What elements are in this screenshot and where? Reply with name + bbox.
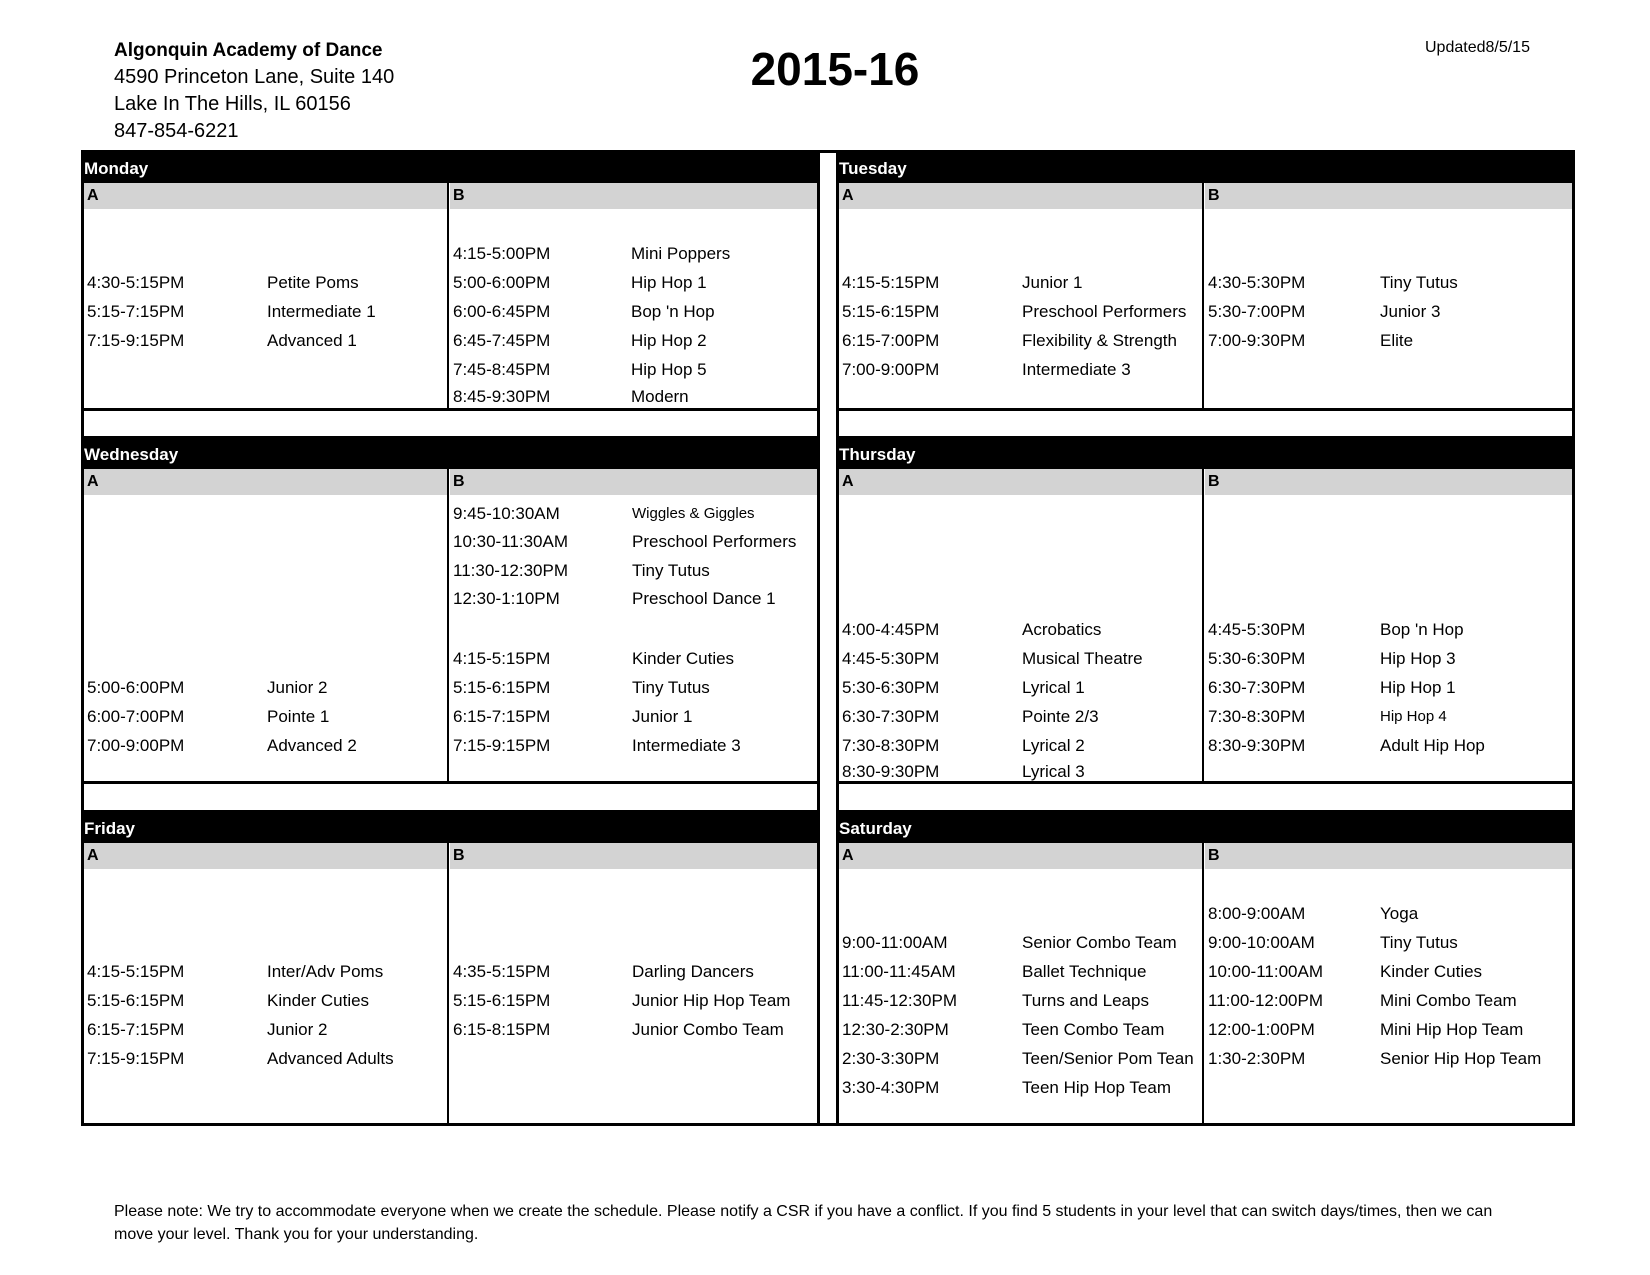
class-name: Junior 2 (267, 1020, 328, 1039)
class-time: 8:30-9:30PM (1208, 736, 1306, 755)
class-name: Lyrical 2 (1022, 736, 1085, 755)
class-time: 11:00-12:00PM (1208, 991, 1323, 1010)
class-name: Mini Combo Team (1380, 991, 1517, 1010)
class-time: 4:15-5:15PM (842, 273, 940, 292)
class-name: Pointe 1 (267, 707, 330, 726)
class-name: Advanced 2 (267, 736, 357, 755)
class-name: Tiny Tutus (632, 678, 710, 697)
class-time: 4:45-5:30PM (842, 649, 940, 668)
class-name: Junior 1 (632, 707, 693, 726)
class-time: 5:15-6:15PM (87, 991, 185, 1010)
class-name: Tiny Tutus (1380, 273, 1458, 292)
class-time: 9:45-10:30AM (453, 504, 560, 523)
class-time: 4:35-5:15PM (453, 962, 551, 981)
class-time: 12:30-2:30PM (842, 1020, 949, 1039)
monday-bottom-border (81, 408, 820, 411)
monday-b-header: B (450, 183, 817, 209)
tuesday-header: Tuesday (836, 150, 1575, 183)
thursday-panel (836, 436, 1575, 786)
schedule-note: Please note: We try to accommodate everyone when we create the schedule. Please notify a CSR if you have a conflict. If you find 5 students in your level that can switch days/times, then we can move your level. Thank you for your understanding. (114, 1203, 1493, 1243)
class-name: Tiny Tutus (1380, 933, 1458, 952)
thursday-bottom-border (836, 781, 1575, 784)
spacer-row (84, 412, 817, 436)
class-name: Kinder Cuties (1380, 962, 1483, 981)
class-time: 5:00-6:00PM (87, 678, 185, 697)
saturday-a-header: A (839, 843, 1202, 869)
address-line-1: 4590 Princeton Lane, Suite 140 (114, 66, 395, 88)
class-time: 4:30-5:30PM (1208, 273, 1306, 292)
class-time: 2:30-3:30PM (842, 1049, 940, 1068)
class-time: 4:00-4:45PM (842, 620, 940, 639)
class-name: Senior Combo Team (1022, 933, 1177, 952)
class-name: Mini Hip Hop Team (1380, 1020, 1524, 1039)
class-time: 4:45-5:30PM (1208, 620, 1306, 639)
class-name: Hip Hop 2 (631, 331, 707, 350)
thursday-column-divider (1202, 469, 1204, 782)
class-name: Adult Hip Hop (1380, 736, 1485, 755)
spacer-row (839, 412, 1572, 436)
wednesday-b-header: B (450, 469, 817, 495)
class-name: Petite Poms (267, 273, 359, 292)
friday-a-header: A (84, 843, 447, 869)
class-name: Flexibility & Strength (1022, 331, 1177, 350)
class-time: 6:15-7:00PM (842, 331, 940, 350)
class-name: Hip Hop 4 (1380, 708, 1447, 725)
center-divider-gap (820, 153, 836, 1123)
class-time: 7:00-9:00PM (87, 736, 185, 755)
tuesday-b-header: B (1205, 183, 1572, 209)
class-name: Intermediate 3 (1022, 360, 1131, 379)
class-time: 9:00-11:00AM (842, 933, 948, 952)
class-name: Teen/Senior Pom Tean (1022, 1049, 1194, 1068)
class-name: Tiny Tutus (632, 561, 710, 580)
class-time: 5:30-7:00PM (1208, 302, 1306, 321)
class-time: 12:30-1:10PM (453, 589, 560, 608)
class-time: 6:00-6:45PM (453, 302, 551, 321)
wednesday-a-header: A (84, 469, 447, 495)
class-time: 5:30-6:30PM (842, 678, 940, 697)
class-name: Ballet Technique (1022, 962, 1147, 981)
class-name: Senior Hip Hop Team (1380, 1049, 1542, 1068)
class-time: 12:00-1:00PM (1208, 1020, 1315, 1039)
class-name: Kinder Cuties (267, 991, 370, 1010)
class-time: 7:30-8:30PM (842, 736, 940, 755)
class-time: 7:15-9:15PM (87, 1049, 185, 1068)
class-time: 4:30-5:15PM (87, 273, 185, 292)
class-time: 10:00-11:00AM (1208, 962, 1323, 981)
class-name: Pointe 2/3 (1022, 707, 1099, 726)
address-line-2: Lake In The Hills, IL 60156 (114, 93, 351, 115)
friday-header: Friday (81, 810, 820, 843)
class-name: Lyrical 3 (1022, 762, 1085, 781)
saturday-column-divider (1202, 843, 1204, 1123)
wednesday-bottom-border (81, 781, 820, 784)
class-time: 10:30-11:30AM (453, 532, 568, 551)
class-name: Hip Hop 1 (631, 273, 707, 292)
class-name: Junior 3 (1380, 302, 1441, 321)
class-name: Hip Hop 3 (1380, 649, 1456, 668)
friday-column-divider (447, 843, 449, 1123)
tuesday-a-header: A (839, 183, 1202, 209)
class-name: Intermediate 1 (267, 302, 376, 321)
class-time: 7:30-8:30PM (1208, 707, 1306, 726)
class-name: Darling Dancers (632, 962, 754, 981)
class-time: 4:15-5:15PM (453, 649, 551, 668)
monday-column-divider (447, 183, 449, 409)
tuesday-column-divider (1202, 183, 1204, 409)
class-time: 3:30-4:30PM (842, 1078, 940, 1097)
class-name: Intermediate 3 (632, 736, 741, 755)
class-time: 7:45-8:45PM (453, 360, 551, 379)
class-time: 9:00-10:00AM (1208, 933, 1315, 952)
class-name: Teen Hip Hop Team (1022, 1078, 1171, 1097)
school-name: Algonquin Academy of Dance (114, 40, 383, 61)
thursday-b-header: B (1205, 469, 1572, 495)
class-time: 8:00-9:00AM (1208, 904, 1306, 923)
class-name: Modern (631, 387, 689, 406)
class-name: Junior 1 (1022, 273, 1083, 292)
thursday-a-header: A (839, 469, 1202, 495)
class-name: Advanced 1 (267, 331, 357, 350)
phone-number: 847-854-6221 (114, 120, 239, 142)
class-time: 6:15-8:15PM (453, 1020, 551, 1039)
friday-panel (81, 810, 820, 1126)
class-name: Mini Poppers (631, 244, 731, 263)
class-name: Acrobatics (1022, 620, 1102, 639)
class-name: Preschool Dance 1 (632, 589, 776, 608)
saturday-b-header: B (1205, 843, 1572, 869)
class-name: Junior Combo Team (632, 1020, 784, 1039)
saturday-header: Saturday (836, 810, 1575, 843)
class-time: 11:30-12:30PM (453, 561, 568, 580)
class-time: 6:15-7:15PM (453, 707, 551, 726)
class-time: 6:30-7:30PM (1208, 678, 1306, 697)
wednesday-header: Wednesday (81, 436, 820, 469)
class-name: Teen Combo Team (1022, 1020, 1165, 1039)
class-time: 8:45-9:30PM (453, 387, 551, 406)
wednesday-column-divider (447, 469, 449, 782)
saturday-panel (836, 810, 1575, 1126)
class-name: Kinder Cuties (632, 649, 735, 668)
class-time: 7:00-9:30PM (1208, 331, 1306, 350)
class-time: 4:15-5:15PM (87, 962, 185, 981)
class-name: Advanced Adults (267, 1049, 394, 1068)
class-name: Preschool Performers (1022, 302, 1187, 321)
class-time: 5:00-6:00PM (453, 273, 551, 292)
class-name: Elite (1380, 331, 1414, 350)
class-time: 11:00-11:45AM (842, 962, 956, 981)
class-time: 7:00-9:00PM (842, 360, 940, 379)
class-time: 8:30-9:30PM (842, 762, 940, 781)
class-time: 6:45-7:45PM (453, 331, 551, 350)
spacer-row (84, 786, 817, 810)
class-time: 5:15-6:15PM (453, 678, 551, 697)
class-name: Lyrical 1 (1022, 678, 1085, 697)
class-name: Hip Hop 1 (1380, 678, 1456, 697)
class-name: Wiggles & Giggles (632, 505, 755, 522)
class-time: 6:00-7:00PM (87, 707, 185, 726)
class-name: Yoga (1380, 904, 1419, 923)
thursday-header: Thursday (836, 436, 1575, 469)
class-time: 5:15-7:15PM (87, 302, 185, 321)
class-name: Hip Hop 5 (631, 360, 707, 379)
class-time: 5:30-6:30PM (1208, 649, 1306, 668)
tuesday-panel (836, 150, 1575, 412)
class-name: Musical Theatre (1022, 649, 1143, 668)
class-name: Junior 2 (267, 678, 328, 697)
class-name: Turns and Leaps (1022, 991, 1149, 1010)
monday-panel (81, 150, 820, 412)
updated-date: Updated8/5/15 (1425, 39, 1530, 56)
schedule-year-title: 2015-16 (750, 43, 920, 95)
class-time: 5:15-6:15PM (453, 991, 551, 1010)
class-name: Bop 'n Hop (1380, 620, 1464, 639)
class-name: Inter/Adv Poms (267, 962, 384, 981)
class-name: Bop 'n Hop (631, 302, 715, 321)
class-time: 6:30-7:30PM (842, 707, 940, 726)
tuesday-bottom-border (836, 408, 1575, 411)
class-time: 1:30-2:30PM (1208, 1049, 1306, 1068)
class-time: 6:15-7:15PM (87, 1020, 185, 1039)
class-time: 7:15-9:15PM (87, 331, 185, 350)
monday-a-header: A (84, 183, 447, 209)
friday-b-header: B (450, 843, 817, 869)
class-time: 7:15-9:15PM (453, 736, 551, 755)
class-time: 5:15-6:15PM (842, 302, 940, 321)
class-time: 11:45-12:30PM (842, 991, 957, 1010)
wednesday-panel (81, 436, 820, 786)
class-time: 4:15-5:00PM (453, 244, 551, 263)
class-name: Preschool Performers (632, 532, 797, 551)
monday-header: Monday (81, 150, 820, 183)
class-name: Junior Hip Hop Team (632, 991, 791, 1010)
spacer-row (839, 786, 1572, 810)
